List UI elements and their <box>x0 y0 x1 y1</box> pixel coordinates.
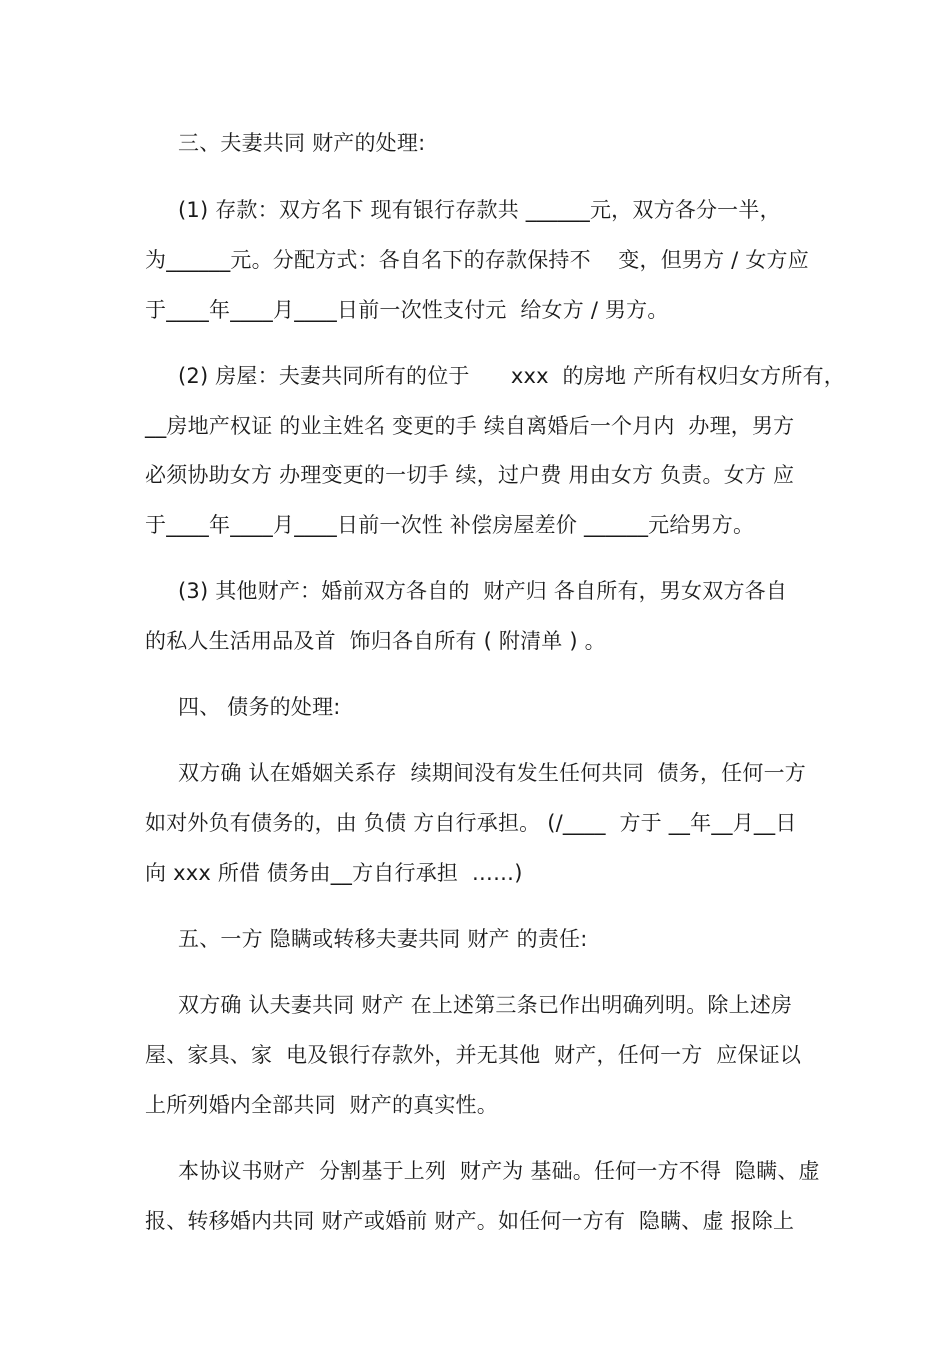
section-heading-debt: 四、 债务的处理: <box>178 695 341 719</box>
paragraph-line: 于____年____月____日前一次性 补偿房屋差价 ______元给男方。 <box>145 513 755 537</box>
paragraph-line: 报、转移婚内共同 财产或婚前 财产。如任何一方有 隐瞒、虚 报除上 <box>145 1209 795 1233</box>
paragraph-line: 屋、家具、家 电及银行存款外，并无其他 财产，任何一方 应保证以 <box>145 1043 802 1067</box>
section-heading-concealment: 五、一方 隐瞒或转移夫妻共同 财产 的责任: <box>178 927 588 951</box>
paragraph-line: 双方确 认在婚姻关系存 续期间没有发生任何共同 债务，任何一方 <box>178 761 806 785</box>
paragraph-line: 于____年____月____日前一次性支付元 给女方 / 男方。 <box>145 298 669 322</box>
paragraph-line: (1) 存款：双方名下 现有银行存款共 ______元，双方各分一半， <box>178 198 781 222</box>
paragraph-line: 向 xxx 所借 债务由__方自行承担 ……) <box>145 861 523 885</box>
paragraph-line: 上所列婚内全部共同 财产的真实性。 <box>145 1093 498 1117</box>
paragraph-line: (2) 房屋：夫妻共同所有的位于 xxx 的房地 产所有权归女方所有， <box>178 364 845 388</box>
section-heading-property: 三、夫妻共同 财产的处理: <box>178 131 426 155</box>
paragraph-line: 如对外负有债务的，由 负债 方自行承担。 (/____ 方于 __年__月__日 <box>145 811 797 835</box>
paragraph-line: __房地产权证 的业主姓名 变更的手 续自离婚后一个月内 办理，男方 <box>145 414 795 438</box>
paragraph-line: 双方确 认夫妻共同 财产 在上述第三条已作出明确列明。除上述房 <box>178 993 793 1017</box>
paragraph-line: (3) 其他财产：婚前双方各自的 财产归 各自所有，男女双方各自 <box>178 579 788 603</box>
paragraph-line: 为______元。分配方式：各自名下的存款保持不 变，但男方 / 女方应 <box>145 248 809 272</box>
paragraph-line: 的私人生活用品及首 饰归各自所有 ( 附清单 ) 。 <box>145 629 606 653</box>
paragraph-line: 必须协助女方 办理变更的一切手 续，过户费 用由女方 负责。女方 应 <box>145 463 795 487</box>
paragraph-line: 本协议书财产 分割基于上列 财产为 基础。任何一方不得 隐瞒、虚 <box>178 1159 820 1183</box>
